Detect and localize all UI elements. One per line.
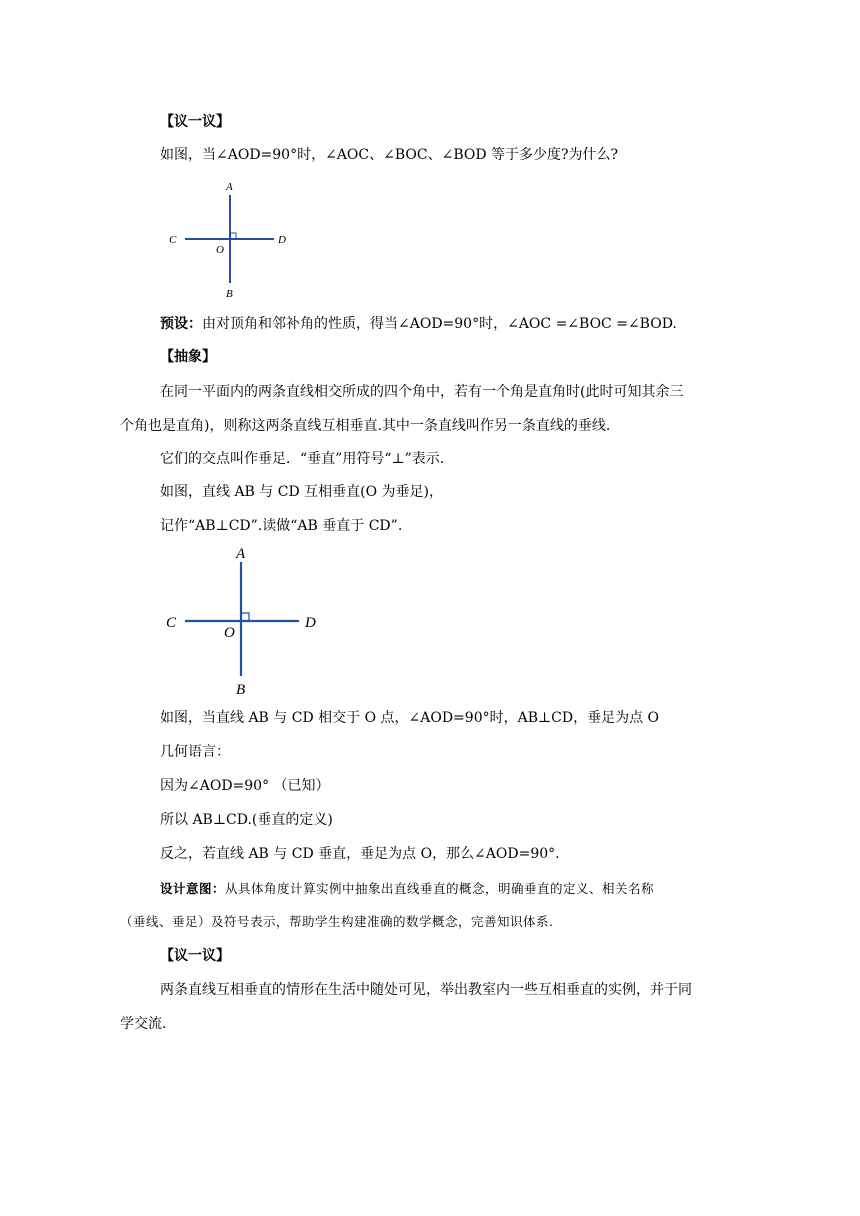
abstract-ab-cd: 如图，直线 AB 与 CD 互相垂直(O 为垂足)， — [160, 484, 443, 500]
label-d: D — [278, 234, 286, 246]
abstract-line-1: 在同一平面内的两条直线相交所成的四个角中，若有一个角是直角时(此时可知其余三 — [160, 384, 684, 400]
label-d: D — [305, 615, 316, 631]
after-figure-line: 如图，当直线 AB 与 CD 相交于 O 点，∠AOD=90°时，AB⊥CD，垂足为点 O — [160, 710, 660, 726]
right-angle-mark — [241, 613, 249, 621]
label-a: A — [226, 181, 233, 193]
discuss-heading-2: 【议一议】 — [160, 948, 230, 964]
label-o: O — [216, 244, 224, 256]
figure-2 — [160, 540, 340, 705]
discuss2-line-1: 两条直线互相垂直的情形在生活中随处可见，举出教室内一些互相垂直的实例，并于同 — [160, 982, 692, 998]
label-a: A — [236, 546, 246, 562]
converse-line: 反之，若直线 AB 与 CD 垂直，垂足为点 O，那么∠AOD=90°. — [160, 846, 560, 862]
design-intent-line-2: （垂线、垂足）及符号表示，帮助学生构建准确的数学概念，完善知识体系. — [120, 914, 554, 929]
because-line: 因为∠AOD=90° （已知） — [160, 778, 330, 794]
abstract-heading: 【抽象】 — [160, 349, 216, 365]
figure-1 — [160, 175, 300, 305]
geometry-language: 几何语言： — [160, 744, 230, 760]
design-label: 设计意图： — [160, 881, 226, 896]
discuss-heading-1: 【议一议】 — [160, 114, 230, 130]
label-o: O — [224, 625, 235, 641]
abstract-line-2: 个角也是直角)，则称这两条直线互相垂直.其中一条直线叫作另一条直线的垂线. — [120, 418, 611, 434]
design-intent-line-1 — [160, 877, 780, 901]
abstract-notation: 记作“AB⊥CD”.读做“AB 垂直于 CD”. — [160, 518, 403, 534]
design-text-1: 从具体角度计算实例中抽象出直线垂直的概念，明确垂直的定义、相关名称 — [225, 881, 655, 896]
label-b: B — [236, 682, 246, 698]
preset-label: 预设： — [160, 316, 202, 332]
abstract-perpendicular-foot: 它们的交点叫作垂足．“垂直”用符号“⊥”表示. — [160, 451, 445, 467]
label-b: B — [226, 288, 233, 300]
preset-paragraph — [160, 312, 780, 336]
discuss-question: 如图，当∠AOD=90°时，∠AOC、∠BOC、∠BOD 等于多少度?为什么? — [160, 147, 619, 163]
label-c: C — [166, 615, 177, 631]
therefore-line: 所以 AB⊥CD.(垂直的定义) — [160, 812, 333, 828]
discuss2-line-2: 学交流. — [120, 1016, 167, 1032]
preset-text: 由对顶角和邻补角的性质，得当∠AOD=90°时，∠AOC =∠BOC =∠BOD. — [202, 316, 677, 332]
label-c: C — [169, 234, 177, 246]
